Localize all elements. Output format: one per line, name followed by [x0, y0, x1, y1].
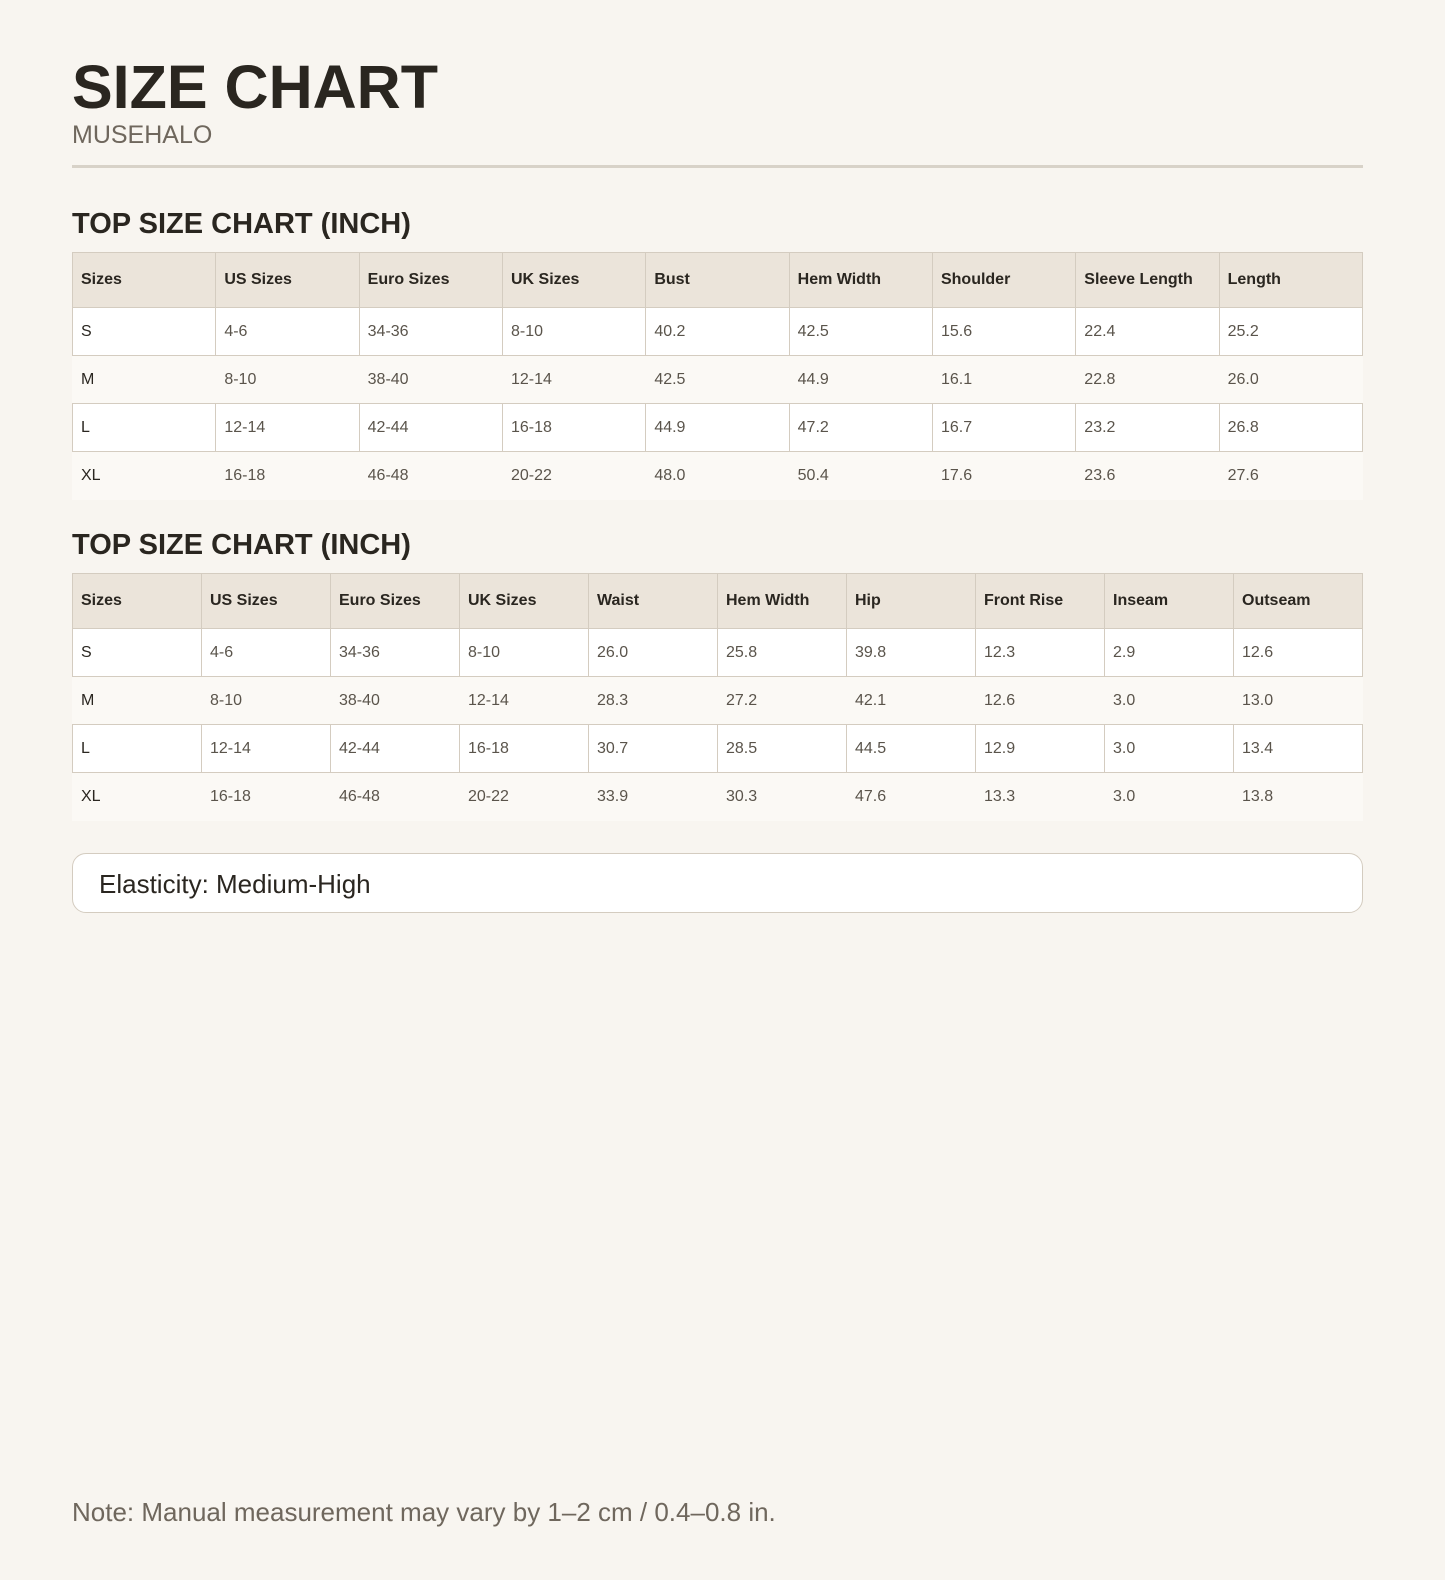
table-cell: 20-22 — [502, 452, 645, 500]
column-header: Front Rise — [976, 574, 1105, 629]
table-cell: 8-10 — [202, 677, 331, 725]
bottom-table-title: TOP SIZE CHART (INCH) — [72, 529, 411, 561]
table-cell: 27.6 — [1219, 452, 1362, 500]
table-cell: 12-14 — [216, 404, 359, 452]
table-cell: 25.8 — [718, 629, 847, 677]
table-cell: 13.0 — [1234, 677, 1363, 725]
table-cell: 20-22 — [460, 773, 589, 821]
column-header: Length — [1219, 253, 1362, 308]
table-cell: 23.2 — [1076, 404, 1219, 452]
column-header: Sizes — [73, 574, 202, 629]
column-header: Bust — [646, 253, 789, 308]
table-cell: 27.2 — [718, 677, 847, 725]
table-cell: 39.8 — [847, 629, 976, 677]
column-header: Euro Sizes — [359, 253, 502, 308]
table-cell: 12.3 — [976, 629, 1105, 677]
table-cell: 13.4 — [1234, 725, 1363, 773]
table-cell: 26.0 — [1219, 356, 1362, 404]
table-row — [73, 356, 1363, 404]
size-label-cell: S — [73, 629, 202, 677]
size-label-cell: M — [73, 677, 202, 725]
header-divider — [72, 165, 1363, 168]
table-cell: 16.1 — [932, 356, 1075, 404]
size-label-cell: XL — [73, 452, 216, 500]
table-cell: 46-48 — [331, 773, 460, 821]
size-label-cell: L — [73, 725, 202, 773]
size-label-cell: L — [73, 404, 216, 452]
column-header: Shoulder — [932, 253, 1075, 308]
table-cell: 8-10 — [502, 308, 645, 356]
table-cell: 42.1 — [847, 677, 976, 725]
column-header: Hem Width — [718, 574, 847, 629]
table-cell: 46-48 — [359, 452, 502, 500]
top-table-title: TOP SIZE CHART (INCH) — [72, 208, 411, 240]
table-cell: 22.8 — [1076, 356, 1219, 404]
elasticity-box: Elasticity: Medium-High — [72, 853, 1363, 913]
table-row — [73, 773, 1363, 821]
table-cell: 16-18 — [502, 404, 645, 452]
table-cell: 13.3 — [976, 773, 1105, 821]
column-header: Euro Sizes — [331, 574, 460, 629]
table-row — [73, 677, 1363, 725]
table-cell: 12-14 — [202, 725, 331, 773]
table-cell: 12-14 — [502, 356, 645, 404]
table-cell: 8-10 — [460, 629, 589, 677]
table-cell: 48.0 — [646, 452, 789, 500]
table-row — [73, 452, 1363, 500]
column-header: UK Sizes — [502, 253, 645, 308]
table-cell: 16-18 — [202, 773, 331, 821]
table-cell: 47.2 — [789, 404, 932, 452]
size-label-cell: XL — [73, 773, 202, 821]
column-header: UK Sizes — [460, 574, 589, 629]
table-cell: 12.6 — [976, 677, 1105, 725]
measurement-note: Note: Manual measurement may vary by 1–2 cm / 0.4–0.8 in. — [72, 1497, 776, 1527]
size-label-cell: S — [73, 308, 216, 356]
table-cell: 13.8 — [1234, 773, 1363, 821]
table-cell: 28.5 — [718, 725, 847, 773]
column-header: Sizes — [73, 253, 216, 308]
top-size-table — [72, 252, 1363, 500]
size-chart-page — [72, 0, 1363, 913]
table-cell: 42-44 — [331, 725, 460, 773]
brand-name: MUSEHALO — [72, 121, 213, 149]
column-header: Hip — [847, 574, 976, 629]
table-cell: 3.0 — [1105, 677, 1234, 725]
table-cell: 15.6 — [932, 308, 1075, 356]
table-cell: 22.4 — [1076, 308, 1219, 356]
top-table-body — [73, 308, 1363, 500]
table-cell: 4-6 — [216, 308, 359, 356]
table-row — [73, 308, 1363, 356]
column-header: Hem Width — [789, 253, 932, 308]
table-cell: 44.9 — [646, 404, 789, 452]
table-cell: 25.2 — [1219, 308, 1362, 356]
table-cell: 23.6 — [1076, 452, 1219, 500]
column-header: Waist — [589, 574, 718, 629]
table-cell: 4-6 — [202, 629, 331, 677]
table-row — [73, 725, 1363, 773]
bottom-size-table — [72, 573, 1363, 821]
table-cell: 34-36 — [331, 629, 460, 677]
table-cell: 16-18 — [216, 452, 359, 500]
size-label-cell: M — [73, 356, 216, 404]
table-row — [73, 629, 1363, 677]
table-cell: 3.0 — [1105, 725, 1234, 773]
table-cell: 42.5 — [646, 356, 789, 404]
bottom-table-body — [73, 629, 1363, 821]
table-cell: 3.0 — [1105, 773, 1234, 821]
table-cell: 34-36 — [359, 308, 502, 356]
table-cell: 26.8 — [1219, 404, 1362, 452]
table-cell: 12.6 — [1234, 629, 1363, 677]
column-header: US Sizes — [202, 574, 331, 629]
column-header: Sleeve Length — [1076, 253, 1219, 308]
table-cell: 50.4 — [789, 452, 932, 500]
table-cell: 44.9 — [789, 356, 932, 404]
table-cell: 12-14 — [460, 677, 589, 725]
page-title: SIZE CHART — [72, 53, 438, 121]
table-cell: 33.9 — [589, 773, 718, 821]
table-cell: 42.5 — [789, 308, 932, 356]
table-cell: 38-40 — [359, 356, 502, 404]
column-header: US Sizes — [216, 253, 359, 308]
table-cell: 30.7 — [589, 725, 718, 773]
table-cell: 26.0 — [589, 629, 718, 677]
table-cell: 40.2 — [646, 308, 789, 356]
table-cell: 47.6 — [847, 773, 976, 821]
bottom-table-header-row — [73, 574, 1363, 629]
table-row — [73, 404, 1363, 452]
table-cell: 42-44 — [359, 404, 502, 452]
table-cell: 30.3 — [718, 773, 847, 821]
table-cell: 16-18 — [460, 725, 589, 773]
top-table-header-row — [73, 253, 1363, 308]
table-cell: 8-10 — [216, 356, 359, 404]
column-header: Outseam — [1234, 574, 1363, 629]
table-cell: 28.3 — [589, 677, 718, 725]
column-header: Inseam — [1105, 574, 1234, 629]
table-cell: 2.9 — [1105, 629, 1234, 677]
table-cell: 17.6 — [932, 452, 1075, 500]
table-cell: 44.5 — [847, 725, 976, 773]
table-cell: 38-40 — [331, 677, 460, 725]
table-cell: 16.7 — [932, 404, 1075, 452]
table-cell: 12.9 — [976, 725, 1105, 773]
